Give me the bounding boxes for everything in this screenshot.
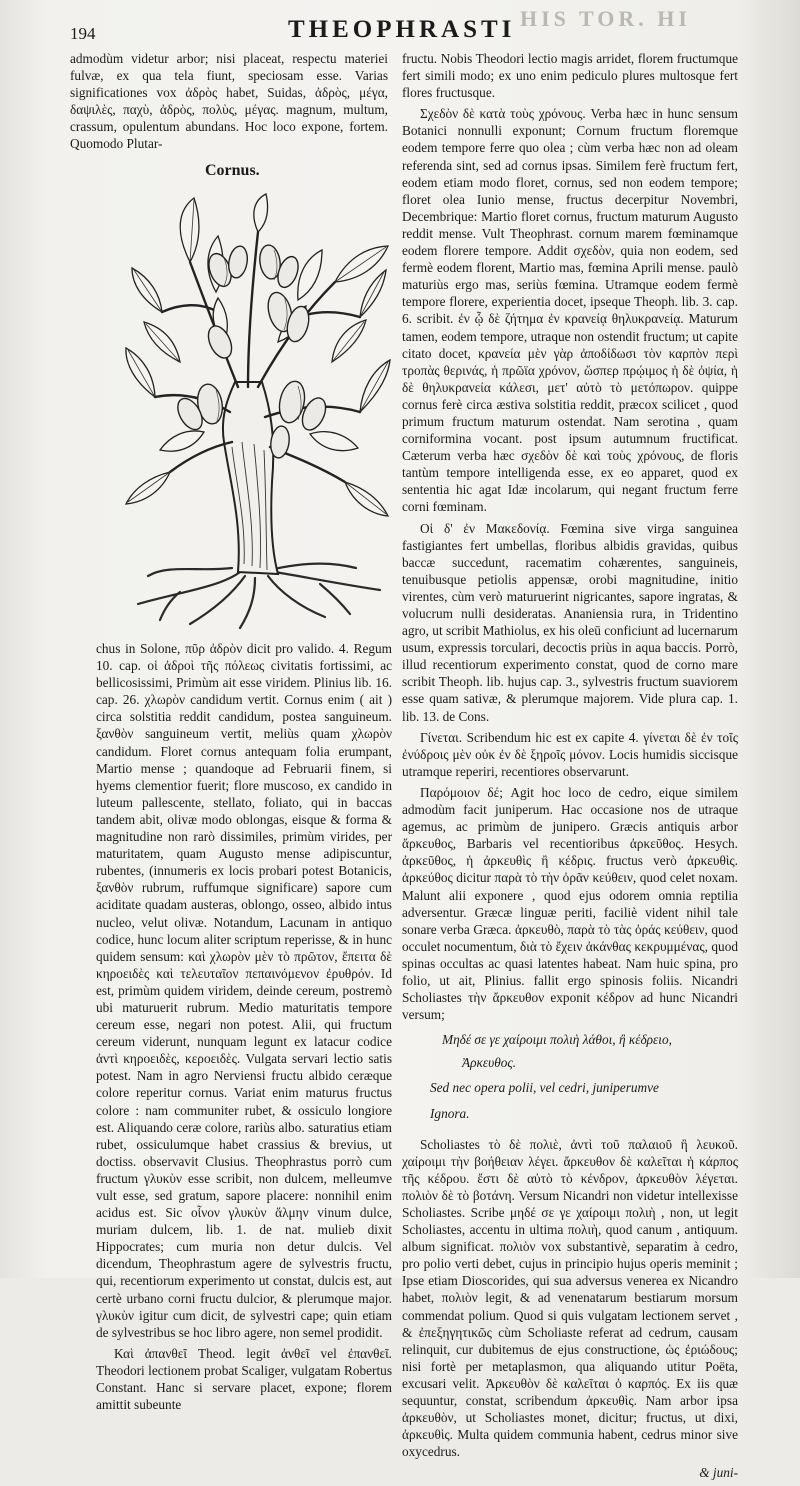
verse-line: Μηδέ σε γε χαίροιμι πολιὴ λάθοι, ἢ κέδρειο, (442, 1032, 672, 1048)
paragraph: Scholiastes τὸ δὲ πολιὲ, ἀντὶ τοῦ παλαιοῦ ἢ λευκοῦ. χαίροιμι τὴν βοήθειαν λέγει. ἄρκευθον δὲ καλεῖται ἡ κάρπος τῆς κέδρου. ἔστι δὲ αὐτὸ τὸ κένδρον, ἀρκευθὸν λέγεται. πολιὸν δὲ τὸ βοτάνη. Versum Nicandri non videtur intellexisse Scholiastes. Scribe μηδέ σε γε χαίροιμι πολιὴ , non, ut legit Scholiastes, accentu in ultima πολιὴ, quod canum , antiquum. album significat. πολιὸν vox substantivè, separatim à cedro, pro polio verti debet, cujus in principio hujus operis meminit ; Ipse etiam Dioscorides, qui sua adversus venerea ex Nicandro habet, πολιὸν legit, & ad venenatarum bestiarum morsum commendat polium. Quod si quis vulgatam lectionem servet , & ἐπεξηγητικῶς cùm Scholiaste referat ad cedrum, causam relinquit, cur dubitemus de ejus constructione, ὡς ἐριώδους; nisi fortè per metaplasmon, qua aliquando utitur Poëta, excusari velit. Ἀρκευθὸν δὲ καλεῖται ὁ καρπός. Ex iis quæ sequuntur, constat, scribendum ἀρκευθὶς. Nam arbor ipsa ἀρκευθὸν, ut Scholiastes monet, dicitur; fructus, ut dixi, ἀρκευθὶς. Multa quidem communia habent, cedrus minor sive oxycedrus. (402, 1136, 738, 1460)
greek-verse (402, 1031, 738, 1071)
paragraph: Καὶ ἀπανθεῖ Theod. legit ἀνθεῖ vel ἐπανθεῖ. Theodori lectionem probat Scaliger, vulgatam Robertus Constant. Hanc si servare placet, expone; florem amittit subeunte (96, 1345, 392, 1413)
left-column-bottom (96, 640, 392, 1417)
running-title: THEOPHRASTI (288, 16, 516, 43)
paragraph: admodùm videtur arbor; nisi placeat, respectu materiei fulvæ, ex qua tela fiunt, speciosam esse. Varias significationes vox ἀδρὸς habet, Suidas, ἀδρὸς, μέγα, δαψιλὲς, παχὺ, ἀδρὸς, πολὺς, μέγας. magnum, multum, crassum, opulentum abundans. Hoc loco expone, fortem. Quomodo Plutar- (70, 51, 388, 152)
bleed-through-text: HIS TOR. HI (520, 6, 691, 31)
paragraph: Οἱ δ' ἐν Μακεδονίᾳ. Fœmina sive virga sanguinea fastigiantes fert umbellas, floribus albidis gravidas, quibus baccæ succedunt, racematim cohærentes, sanguineis, tenuibusque petiolis appensæ, orobi magnitudine, initio virentes, cùm verò maturuerint nigricantes, sapore ingratas, & volucrum nulli desideratas. Ananiensia rura, in Tridentino agro, ut scribit Mathiolus, ex his oleū conficiunt ad lucernarum usum, expressis torculari, decoctis priùs in aqua baccis. Porrò, illud recentiorum experimento constat, quod de corno mare scribit Theoph. lib. hujus cap. 3., sylvestris fructum suaviorem esse quam sativæ, & plerumque majorem. Vide plura cap. 1. lib. 13. de Cons. (402, 520, 738, 724)
paragraph: Παρόμοιον δέ; Agit hoc loco de cedro, eique similem admodùm facit juniperum. Hac occasione nos de utraque agemus, ac primùm de junipero. Græcis antiquis arbor ἄρκευθος, Barbaris vel recentioribus ἀρκεῦθος. Hesych. ἀρκεῦθος, ἡ ἀρκευθὶς ἢ κέδρις. fructus verò ἀρκευθὶς. ἀρκεύθος dicitur παρὰ τὸ τὴν ὀρᾶν κεύθειν, quod celet noxam. Malunt alii exponere , quod ejus odorem omnia reptilia adversentur. Græcæ linguæ periti, faciliè vident nihil tale sonare verba Græca. ἀρκευθὸ, παρὰ τὸ τὰς ὀράς κεύθειν, quod occulet nocumentum, διὰ τὸ ἔχειν ἀκάνθας κεκρυμμένας, quod spinas occultas ac quasi latentes habeat. Nam huic spina, pro folio, ut ait, Plinius. fallit ergo spinosis foliis. Nicandri Scholiastes τὴν ἄρκευθον exponit κέδρον ad hunc Nicandri versum; (402, 784, 738, 1023)
latin-verse (402, 1079, 738, 1121)
verse-line: Ἀρκευθος. (462, 1055, 517, 1071)
catchword: & juni- (699, 1465, 738, 1481)
paragraph: fructu. Nobis Theodori lectio magis arridet, florem fructumque fert simili modo; ex uno enim pediculo plures multosque fert flores fructusque. (402, 51, 738, 101)
page-number: 194 (70, 24, 96, 43)
trunk (223, 382, 278, 574)
running-header (70, 10, 790, 46)
paragraph: Σχεδὸν δὲ κατὰ τοὺς χρόνους. Verba hæc in hunc sensum Botanici nonnulli exponunt; Cornum fructum floremque eodem tempore ferre quo olea ; cùm verba hæc non ad oleam referenda sint, sed ad cornus ipsas. Similem ferè fructum fert, eodem etiam modo floret, cornus, sed non eodem tempore; floret olea Iunio mense, fructus decerpitur Novembri, Decembrique: Martio floret cornus, fructum maturum Augusto reddit mense. Vult Theophrast. cornum marem fœminamque eodem florere tempore. Addit σχεδὸν, quia non eodem, sed fermè eodem florent, Martio mas, fœmina Aprili mense. paulò maturiùs ergo mas, seriùs fœmina. Utramque eodem fermè tempore florere, experientia docet, ipseque Theoph. lib. 3. cap. 6. scribit. ἐν ᾧ δὲ ζήτημα ἐν κρανείᾳ θηλυκρανείᾳ. Maturum tamen, eodem tempore, utraque non ostendit fructum; ut capite citato docet, κρανεία μὲν γὰρ ἀποδίδωσι τὸν καρπὸν περὶ τροπὰς θερινάς, ἡ πρῶϊα χρόνον, ὥσπερ πρῴιμος ἡ δὲ ὀψία, ἡ δὲ θηλυκρανεία κάλεσι, μετ' αὐτὸ τὸ μετόπωρον. quippe cornus ferè circa æstiva solstitia reddit, præcox scilicet , quod primum fructum maturum ostendat. Nam serotina , quam corniformina vocant. post ipsum autumnum fructificat. Cæterum verba hæc σχεδὸν δὲ καὶ τοὺς χρόνους, de floris tantùm tempore intelligenda esse, ex eo apparet, quod ex sententia hic agat Idæ incolarum, qui negant fructum ferre corni fœminam. (402, 106, 738, 515)
cornus-woodcut-illustration (120, 192, 395, 632)
paragraph: Γίνεται. Scribendum hic est ex capite 4. γίνεται δὲ ἐν τοῖς ἐνύδροις μὲν οὐκ ἐν δὲ ξηροῖς μόνον. Locis humidis siccisque utramque reperiri, recentiores observarunt. (402, 729, 738, 779)
verse-line: Sed nec opera polii, vel cedri, juniperumve (430, 1080, 659, 1096)
left-column-top (70, 50, 388, 153)
figure-caption: Cornus. (205, 162, 260, 179)
verse-line: Ignora. (430, 1105, 470, 1121)
paragraph: chus in Solone, πῦρ ἀδρὸν dicit pro valido. 4. Regum 10. cap. οἱ ἀδροὶ τῆς πόλεως civitatis fortissimi, ac bellicosissimi, Primùm ait esse viridem. Plinius lib. 16. cap. 26. χλωρὸν candidum vertit. Cornus enim ( ait ) circa solstitia reddit candidum, postea sanguineum. ξανθὸν sanguineum vertit, meliùs quam χλωρὸν candidum. Floret cornus antequam folia erumpant, Martio mense ; quandoque ad Februarii finem, si hyems clementior fuerit; flore muscoso, ex candido in luteum pallescente, stellato, foliato, qui in baccas tandem abit, olivæ modo oblongas, eisque & forma & magnitudine non rarò dissimiles, primùm virides, per maturitatem, quam Augusto mense adipiscuntur, rubentes, (innumeris ex locis probari potest Botanicis, ξανθὸν rubrum, ruffumque significare) sapore cum aciditate quadam austeras, oblongo, osseo, albido intus nucleo, velut olivæ. Notandum, Lacunam in antiquo codice, hunc locum aliter scriptum reperisse, & in hunc quidem sensum: καὶ χλωρὸν μὲν τὸ πρῶτον, ἔπειτα δὲ κηροειδὲς καὶ τελευταῖον πεπαινόμενον ἐρυθρόν. Id est, primùm quidem viridem, deinde cereum, postremò ubi maturuerit rubrum. Medio maturitatis tempore cereum esse, negari non potest. Alii, qui fructum cereum viderunt, nunquam legunt ex latacur codice ἀντὶ κηροειδὲς, κεροειδὲς. Vulgata servari lectio satis potest. Nam in agro Nerviensi fructu albido ceræque colore reperitur cornus. Variat enim maturus fructus colore : nam communiter rubet, & ossiculo longiore est. Aliquando ceræ colore, rariùs albo. saturatius etiam rubet, ossiculumque habet crassius & brevius, ut doctiss. observavit Clusius. Theophrastus porrò cum fructum γλυκὺν esse scribit, non dulcem, melleumve vult esse, sed gratum, sapore placere: nonnihil enim acidus est. Sic οἶνον γλυκὺν ἅλμην vinum dulce, muriam dulcem, lib. 1. de nat. mulieb dixit Hippocrates; cum muria non detur dulcis. Vel dicendum, Theophrastum agere de sylvestris fructu, qui, recentiorum experimento ut constat, dulcis est, aut certè urbano corni fructu dulcior, & plerumque major. γλυκὺν igitur cum dicit, de sylvestri cape; quin etiam de sylvestribus se hoc libro agere, non semel prodidit. (96, 641, 392, 1340)
right-column (402, 50, 738, 1486)
